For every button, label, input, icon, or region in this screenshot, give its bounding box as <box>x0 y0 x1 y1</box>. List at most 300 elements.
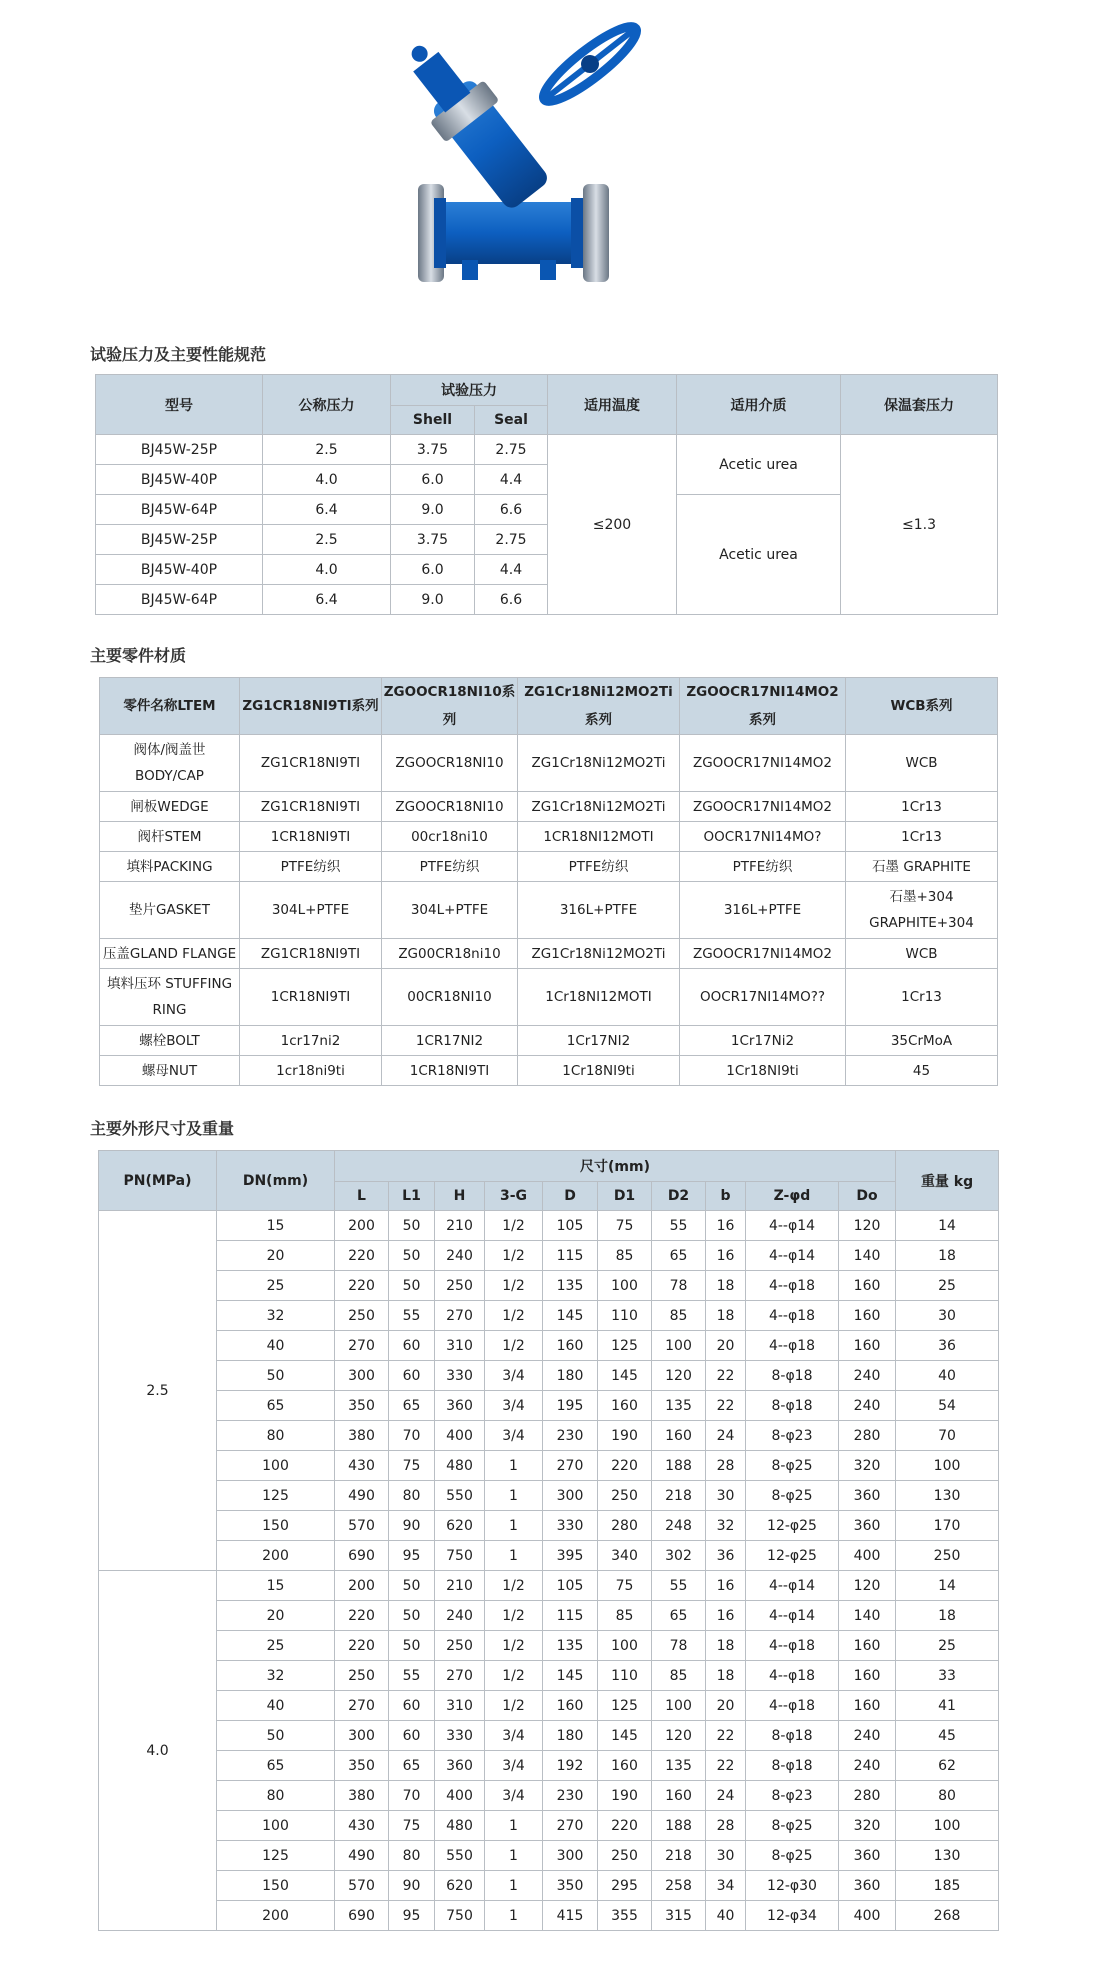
material-cell: 1Cr18NI9ti <box>518 1056 680 1086</box>
dim-cell: 105 <box>543 1211 598 1241</box>
header-test-pressure: 试验压力 <box>391 375 548 406</box>
dim-cell: 4--φ18 <box>746 1631 839 1661</box>
dim-cell: 620 <box>435 1511 485 1541</box>
dim-cell: 50 <box>389 1241 435 1271</box>
table-row <box>99 1721 999 1751</box>
dim-cell: 75 <box>389 1811 435 1841</box>
dim-cell: 1/2 <box>485 1571 543 1601</box>
dim-cell: 160 <box>598 1391 652 1421</box>
material-cell: ZG1Cr18Ni12MO2Ti <box>518 735 680 792</box>
table-row <box>99 1901 999 1931</box>
dim-cell: 690 <box>335 1541 389 1571</box>
dim-cell: 330 <box>543 1511 598 1541</box>
header-dn: DN(mm) <box>217 1151 335 1211</box>
material-cell: 316L+PTFE <box>680 882 846 939</box>
dim-cell: 300 <box>543 1481 598 1511</box>
part-name-cell: 填料压环 STUFFING RING <box>100 969 240 1026</box>
table-row <box>99 1661 999 1691</box>
dim-cell: 8-φ25 <box>746 1841 839 1871</box>
material-cell: 304L+PTFE <box>382 882 518 939</box>
material-cell: ZG1CR18NI9TI <box>240 792 382 822</box>
material-cell: ZGOOCR17NI14MO2 <box>680 792 846 822</box>
jacket-pressure-cell: ≤1.3 <box>841 435 998 615</box>
material-cell: ZGOOCR17NI14MO2 <box>680 939 846 969</box>
dim-cell: 8-φ25 <box>746 1811 839 1841</box>
table-row <box>99 1541 999 1571</box>
dim-cell: 1/2 <box>485 1271 543 1301</box>
dim-cell: 90 <box>389 1511 435 1541</box>
dim-cell: 180 <box>543 1361 598 1391</box>
table-row <box>100 822 998 852</box>
dim-cell: 70 <box>389 1421 435 1451</box>
header-dim-col: Do <box>839 1182 896 1211</box>
dim-cell: 95 <box>389 1901 435 1931</box>
dim-cell: 400 <box>839 1901 896 1931</box>
dn-cell: 40 <box>217 1331 335 1361</box>
table-row <box>100 939 998 969</box>
dim-cell: 360 <box>435 1751 485 1781</box>
weight-cell: 62 <box>896 1751 999 1781</box>
dim-cell: 50 <box>389 1601 435 1631</box>
dim-cell: 12-φ25 <box>746 1511 839 1541</box>
dim-cell: 120 <box>839 1571 896 1601</box>
table-row <box>99 1271 999 1301</box>
dim-cell: 4--φ18 <box>746 1691 839 1721</box>
dn-cell: 25 <box>217 1271 335 1301</box>
dim-cell: 490 <box>335 1841 389 1871</box>
weight-cell: 25 <box>896 1631 999 1661</box>
material-cell: 石墨+304 GRAPHITE+304 <box>846 882 998 939</box>
dim-cell: 55 <box>389 1301 435 1331</box>
seal-cell: 2.75 <box>475 435 548 465</box>
shell-cell: 3.75 <box>391 525 475 555</box>
dim-cell: 16 <box>706 1211 746 1241</box>
header-dim-col: D2 <box>652 1182 706 1211</box>
dn-cell: 80 <box>217 1421 335 1451</box>
dn-cell: 100 <box>217 1811 335 1841</box>
dim-cell: 480 <box>435 1811 485 1841</box>
dim-cell: 300 <box>543 1841 598 1871</box>
model-cell: BJ45W-64P <box>96 495 263 525</box>
dim-cell: 28 <box>706 1451 746 1481</box>
dim-cell: 220 <box>598 1811 652 1841</box>
material-cell: 1Cr18NI12MOTI <box>518 969 680 1026</box>
dim-cell: 230 <box>543 1421 598 1451</box>
dn-cell: 15 <box>217 1211 335 1241</box>
dim-cell: 4--φ14 <box>746 1601 839 1631</box>
material-cell: 1CR18NI9TI <box>240 969 382 1026</box>
weight-cell: 30 <box>896 1301 999 1331</box>
material-cell: ZGOOCR18NI10 <box>382 792 518 822</box>
model-cell: BJ45W-40P <box>96 555 263 585</box>
seal-cell: 4.4 <box>475 465 548 495</box>
dim-cell: 270 <box>335 1691 389 1721</box>
model-cell: BJ45W-25P <box>96 525 263 555</box>
dim-cell: 145 <box>543 1661 598 1691</box>
dim-cell: 60 <box>389 1331 435 1361</box>
dim-cell: 1 <box>485 1841 543 1871</box>
dim-cell: 80 <box>389 1481 435 1511</box>
dim-cell: 1 <box>485 1871 543 1901</box>
dim-cell: 218 <box>652 1481 706 1511</box>
header-dimensions: 尺寸(mm) <box>335 1151 896 1182</box>
dim-cell: 32 <box>706 1511 746 1541</box>
weight-cell: 80 <box>896 1781 999 1811</box>
temperature-cell: ≤200 <box>548 435 677 615</box>
dim-cell: 270 <box>543 1811 598 1841</box>
header-dim-col: H <box>435 1182 485 1211</box>
dim-cell: 85 <box>598 1241 652 1271</box>
header-dim-col: D1 <box>598 1182 652 1211</box>
header-dim-col: b <box>706 1182 746 1211</box>
dim-cell: 22 <box>706 1391 746 1421</box>
dim-cell: 160 <box>598 1751 652 1781</box>
dim-cell: 50 <box>389 1571 435 1601</box>
section-title-dimensions: 主要外形尺寸及重量 <box>90 1119 235 1138</box>
dim-cell: 135 <box>543 1271 598 1301</box>
material-cell: 45 <box>846 1056 998 1086</box>
pn-cell: 2.5 <box>99 1211 217 1571</box>
dn-cell: 150 <box>217 1871 335 1901</box>
weight-cell: 18 <box>896 1241 999 1271</box>
header-dim-col: 3-G <box>485 1182 543 1211</box>
table-row <box>99 1511 999 1541</box>
dim-cell: 160 <box>839 1301 896 1331</box>
dim-cell: 1/2 <box>485 1211 543 1241</box>
dim-cell: 100 <box>652 1691 706 1721</box>
dim-cell: 250 <box>335 1301 389 1331</box>
material-cell: 00CR18NI10 <box>382 969 518 1026</box>
dim-cell: 270 <box>435 1301 485 1331</box>
material-cell: ZG00CR18ni10 <box>382 939 518 969</box>
nominal-pressure-cell: 6.4 <box>263 495 391 525</box>
dim-cell: 115 <box>543 1601 598 1631</box>
dim-cell: 100 <box>652 1331 706 1361</box>
dim-cell: 16 <box>706 1241 746 1271</box>
dim-cell: 1 <box>485 1451 543 1481</box>
dim-cell: 75 <box>598 1211 652 1241</box>
dim-cell: 65 <box>389 1391 435 1421</box>
table-row <box>99 1481 999 1511</box>
weight-cell: 250 <box>896 1541 999 1571</box>
material-cell: 石墨 GRAPHITE <box>846 852 998 882</box>
dim-cell: 302 <box>652 1541 706 1571</box>
part-name-cell: 阀杆STEM <box>100 822 240 852</box>
dimensions-table <box>98 1150 999 1931</box>
dim-cell: 22 <box>706 1721 746 1751</box>
table-row <box>99 1391 999 1421</box>
dim-cell: 70 <box>389 1781 435 1811</box>
dim-cell: 78 <box>652 1631 706 1661</box>
material-cell: 35CrMoA <box>846 1026 998 1056</box>
table-row <box>100 1056 998 1086</box>
dim-cell: 65 <box>652 1601 706 1631</box>
dim-cell: 190 <box>598 1421 652 1451</box>
materials-table <box>99 677 998 1086</box>
material-cell: PTFE纺织 <box>240 852 382 882</box>
material-cell: 1CR18NI9TI <box>382 1056 518 1086</box>
header-part-name: 零件名称LTEM <box>100 678 240 735</box>
nominal-pressure-cell: 4.0 <box>263 465 391 495</box>
dim-cell: 210 <box>435 1571 485 1601</box>
dim-cell: 750 <box>435 1541 485 1571</box>
dn-cell: 125 <box>217 1841 335 1871</box>
dim-cell: 248 <box>652 1511 706 1541</box>
dim-cell: 230 <box>543 1781 598 1811</box>
dim-cell: 220 <box>335 1241 389 1271</box>
dn-cell: 200 <box>217 1901 335 1931</box>
dim-cell: 330 <box>435 1721 485 1751</box>
dim-cell: 400 <box>839 1541 896 1571</box>
material-cell: 1Cr13 <box>846 822 998 852</box>
header-jacket-pressure: 保温套压力 <box>841 375 998 435</box>
table-row <box>99 1631 999 1661</box>
table-row <box>99 1601 999 1631</box>
header-dim-col: L <box>335 1182 389 1211</box>
dim-cell: 270 <box>335 1331 389 1361</box>
dim-cell: 400 <box>435 1781 485 1811</box>
header-seal: Seal <box>475 406 548 435</box>
dim-cell: 8-φ25 <box>746 1481 839 1511</box>
dim-cell: 65 <box>652 1241 706 1271</box>
dim-cell: 145 <box>598 1721 652 1751</box>
seal-cell: 4.4 <box>475 555 548 585</box>
dim-cell: 24 <box>706 1421 746 1451</box>
weight-cell: 130 <box>896 1481 999 1511</box>
weight-cell: 70 <box>896 1421 999 1451</box>
dim-cell: 320 <box>839 1811 896 1841</box>
dim-cell: 300 <box>335 1721 389 1751</box>
dim-cell: 65 <box>389 1751 435 1781</box>
dim-cell: 36 <box>706 1541 746 1571</box>
dim-cell: 188 <box>652 1451 706 1481</box>
weight-cell: 40 <box>896 1361 999 1391</box>
material-cell: ZG1CR18NI9TI <box>240 939 382 969</box>
dim-cell: 570 <box>335 1871 389 1901</box>
material-cell: 1CR17NI2 <box>382 1026 518 1056</box>
dim-cell: 105 <box>543 1571 598 1601</box>
dim-cell: 8-φ23 <box>746 1781 839 1811</box>
table-row <box>99 1811 999 1841</box>
dim-cell: 240 <box>839 1751 896 1781</box>
dim-cell: 60 <box>389 1721 435 1751</box>
dim-cell: 50 <box>389 1271 435 1301</box>
header-material: ZG1Cr18Ni12MO2Ti系列 <box>518 678 680 735</box>
seal-cell: 6.6 <box>475 585 548 615</box>
dim-cell: 110 <box>598 1301 652 1331</box>
dim-cell: 18 <box>706 1301 746 1331</box>
dim-cell: 430 <box>335 1811 389 1841</box>
dim-cell: 250 <box>435 1271 485 1301</box>
dn-cell: 125 <box>217 1481 335 1511</box>
material-cell: PTFE纺织 <box>680 852 846 882</box>
material-cell: 1CR18NI12MOTI <box>518 822 680 852</box>
material-cell: 1Cr13 <box>846 792 998 822</box>
dim-cell: 190 <box>598 1781 652 1811</box>
header-medium: 适用介质 <box>677 375 841 435</box>
table-row <box>99 1871 999 1901</box>
dim-cell: 22 <box>706 1361 746 1391</box>
weight-cell: 54 <box>896 1391 999 1421</box>
header-material: ZGOOCR17NI14MO2系列 <box>680 678 846 735</box>
dim-cell: 135 <box>543 1631 598 1661</box>
dim-cell: 400 <box>435 1421 485 1451</box>
weight-cell: 170 <box>896 1511 999 1541</box>
dim-cell: 750 <box>435 1901 485 1931</box>
dim-cell: 160 <box>543 1331 598 1361</box>
dim-cell: 90 <box>389 1871 435 1901</box>
material-cell: 1cr17ni2 <box>240 1026 382 1056</box>
dim-cell: 4--φ18 <box>746 1271 839 1301</box>
dn-cell: 40 <box>217 1691 335 1721</box>
table-row <box>100 735 998 792</box>
weight-cell: 185 <box>896 1871 999 1901</box>
header-material: ZG1CR18NI9TI系列 <box>240 678 382 735</box>
weight-cell: 100 <box>896 1811 999 1841</box>
dim-cell: 350 <box>543 1871 598 1901</box>
dim-cell: 250 <box>435 1631 485 1661</box>
dim-cell: 100 <box>598 1271 652 1301</box>
material-cell: 00cr18ni10 <box>382 822 518 852</box>
dim-cell: 258 <box>652 1871 706 1901</box>
dim-cell: 315 <box>652 1901 706 1931</box>
dim-cell: 1 <box>485 1541 543 1571</box>
nominal-pressure-cell: 4.0 <box>263 555 391 585</box>
header-pn: PN(MPa) <box>99 1151 217 1211</box>
dim-cell: 110 <box>598 1661 652 1691</box>
dim-cell: 145 <box>598 1361 652 1391</box>
dim-cell: 192 <box>543 1751 598 1781</box>
dim-cell: 4--φ18 <box>746 1661 839 1691</box>
dim-cell: 85 <box>652 1661 706 1691</box>
table-row <box>100 792 998 822</box>
section-title-test-pressure: 试验压力及主要性能规范 <box>90 345 267 364</box>
table-row <box>99 1211 999 1241</box>
dim-cell: 270 <box>435 1661 485 1691</box>
dim-cell: 1/2 <box>485 1691 543 1721</box>
dim-cell: 55 <box>389 1661 435 1691</box>
dim-cell: 80 <box>389 1841 435 1871</box>
material-cell: 1Cr17NI2 <box>518 1026 680 1056</box>
part-name-cell: 闸板WEDGE <box>100 792 240 822</box>
dn-cell: 32 <box>217 1661 335 1691</box>
part-name-cell: 填料PACKING <box>100 852 240 882</box>
table-row <box>100 1026 998 1056</box>
dim-cell: 620 <box>435 1871 485 1901</box>
dim-cell: 380 <box>335 1421 389 1451</box>
header-dim-col: L1 <box>389 1182 435 1211</box>
dn-cell: 50 <box>217 1721 335 1751</box>
table-row <box>99 1571 999 1601</box>
dim-cell: 125 <box>598 1691 652 1721</box>
dim-cell: 20 <box>706 1331 746 1361</box>
header-material: ZGOOCR18NI10系列 <box>382 678 518 735</box>
table-row <box>99 1691 999 1721</box>
part-name-cell: 垫片GASKET <box>100 882 240 939</box>
dim-cell: 3/4 <box>485 1751 543 1781</box>
dim-cell: 240 <box>839 1361 896 1391</box>
shell-cell: 3.75 <box>391 435 475 465</box>
medium-cell: Acetic urea <box>677 435 841 495</box>
material-cell: 1Cr17Ni2 <box>680 1026 846 1056</box>
material-cell: OOCR17NI14MO? <box>680 822 846 852</box>
model-cell: BJ45W-64P <box>96 585 263 615</box>
dim-cell: 140 <box>839 1601 896 1631</box>
weight-cell: 41 <box>896 1691 999 1721</box>
weight-cell: 100 <box>896 1451 999 1481</box>
dn-cell: 50 <box>217 1361 335 1391</box>
dim-cell: 1 <box>485 1511 543 1541</box>
dim-cell: 360 <box>839 1511 896 1541</box>
dim-cell: 1 <box>485 1901 543 1931</box>
weight-cell: 18 <box>896 1601 999 1631</box>
dim-cell: 8-φ18 <box>746 1361 839 1391</box>
weight-cell: 25 <box>896 1271 999 1301</box>
dim-cell: 350 <box>335 1751 389 1781</box>
dim-cell: 220 <box>598 1451 652 1481</box>
dim-cell: 160 <box>839 1331 896 1361</box>
dim-cell: 240 <box>839 1391 896 1421</box>
dim-cell: 295 <box>598 1871 652 1901</box>
dim-cell: 200 <box>335 1211 389 1241</box>
dim-cell: 120 <box>652 1721 706 1751</box>
dim-cell: 160 <box>839 1691 896 1721</box>
dim-cell: 270 <box>543 1451 598 1481</box>
valve-body <box>400 17 644 282</box>
dim-cell: 16 <box>706 1571 746 1601</box>
header-nominal-pressure: 公称压力 <box>263 375 391 435</box>
part-name-cell: 螺母NUT <box>100 1056 240 1086</box>
material-cell: ZGOOCR18NI10 <box>382 735 518 792</box>
dim-cell: 240 <box>435 1241 485 1271</box>
dim-cell: 430 <box>335 1451 389 1481</box>
dn-cell: 200 <box>217 1541 335 1571</box>
dim-cell: 355 <box>598 1901 652 1931</box>
table-row <box>100 969 998 1026</box>
dim-cell: 160 <box>543 1691 598 1721</box>
shell-cell: 9.0 <box>391 585 475 615</box>
dim-cell: 78 <box>652 1271 706 1301</box>
material-cell: ZG1Cr18Ni12MO2Ti <box>518 939 680 969</box>
dim-cell: 415 <box>543 1901 598 1931</box>
table-row <box>96 435 998 465</box>
dim-cell: 85 <box>652 1301 706 1331</box>
dim-cell: 1/2 <box>485 1331 543 1361</box>
material-cell: ZG1CR18NI9TI <box>240 735 382 792</box>
table-row <box>100 882 998 939</box>
dim-cell: 200 <box>335 1571 389 1601</box>
model-cell: BJ45W-40P <box>96 465 263 495</box>
dim-cell: 28 <box>706 1811 746 1841</box>
dim-cell: 24 <box>706 1781 746 1811</box>
dim-cell: 75 <box>598 1571 652 1601</box>
dim-cell: 180 <box>543 1721 598 1751</box>
dim-cell: 1/2 <box>485 1661 543 1691</box>
dim-cell: 135 <box>652 1751 706 1781</box>
weight-cell: 14 <box>896 1211 999 1241</box>
dim-cell: 34 <box>706 1871 746 1901</box>
dim-cell: 1/2 <box>485 1601 543 1631</box>
dn-cell: 80 <box>217 1781 335 1811</box>
weight-cell: 45 <box>896 1721 999 1751</box>
dim-cell: 160 <box>839 1661 896 1691</box>
part-name-cell: 阀体/阀盖世BODY/CAP <box>100 735 240 792</box>
dim-cell: 12-φ30 <box>746 1871 839 1901</box>
dim-cell: 380 <box>335 1781 389 1811</box>
dim-cell: 12-φ34 <box>746 1901 839 1931</box>
nominal-pressure-cell: 6.4 <box>263 585 391 615</box>
dim-cell: 360 <box>435 1391 485 1421</box>
